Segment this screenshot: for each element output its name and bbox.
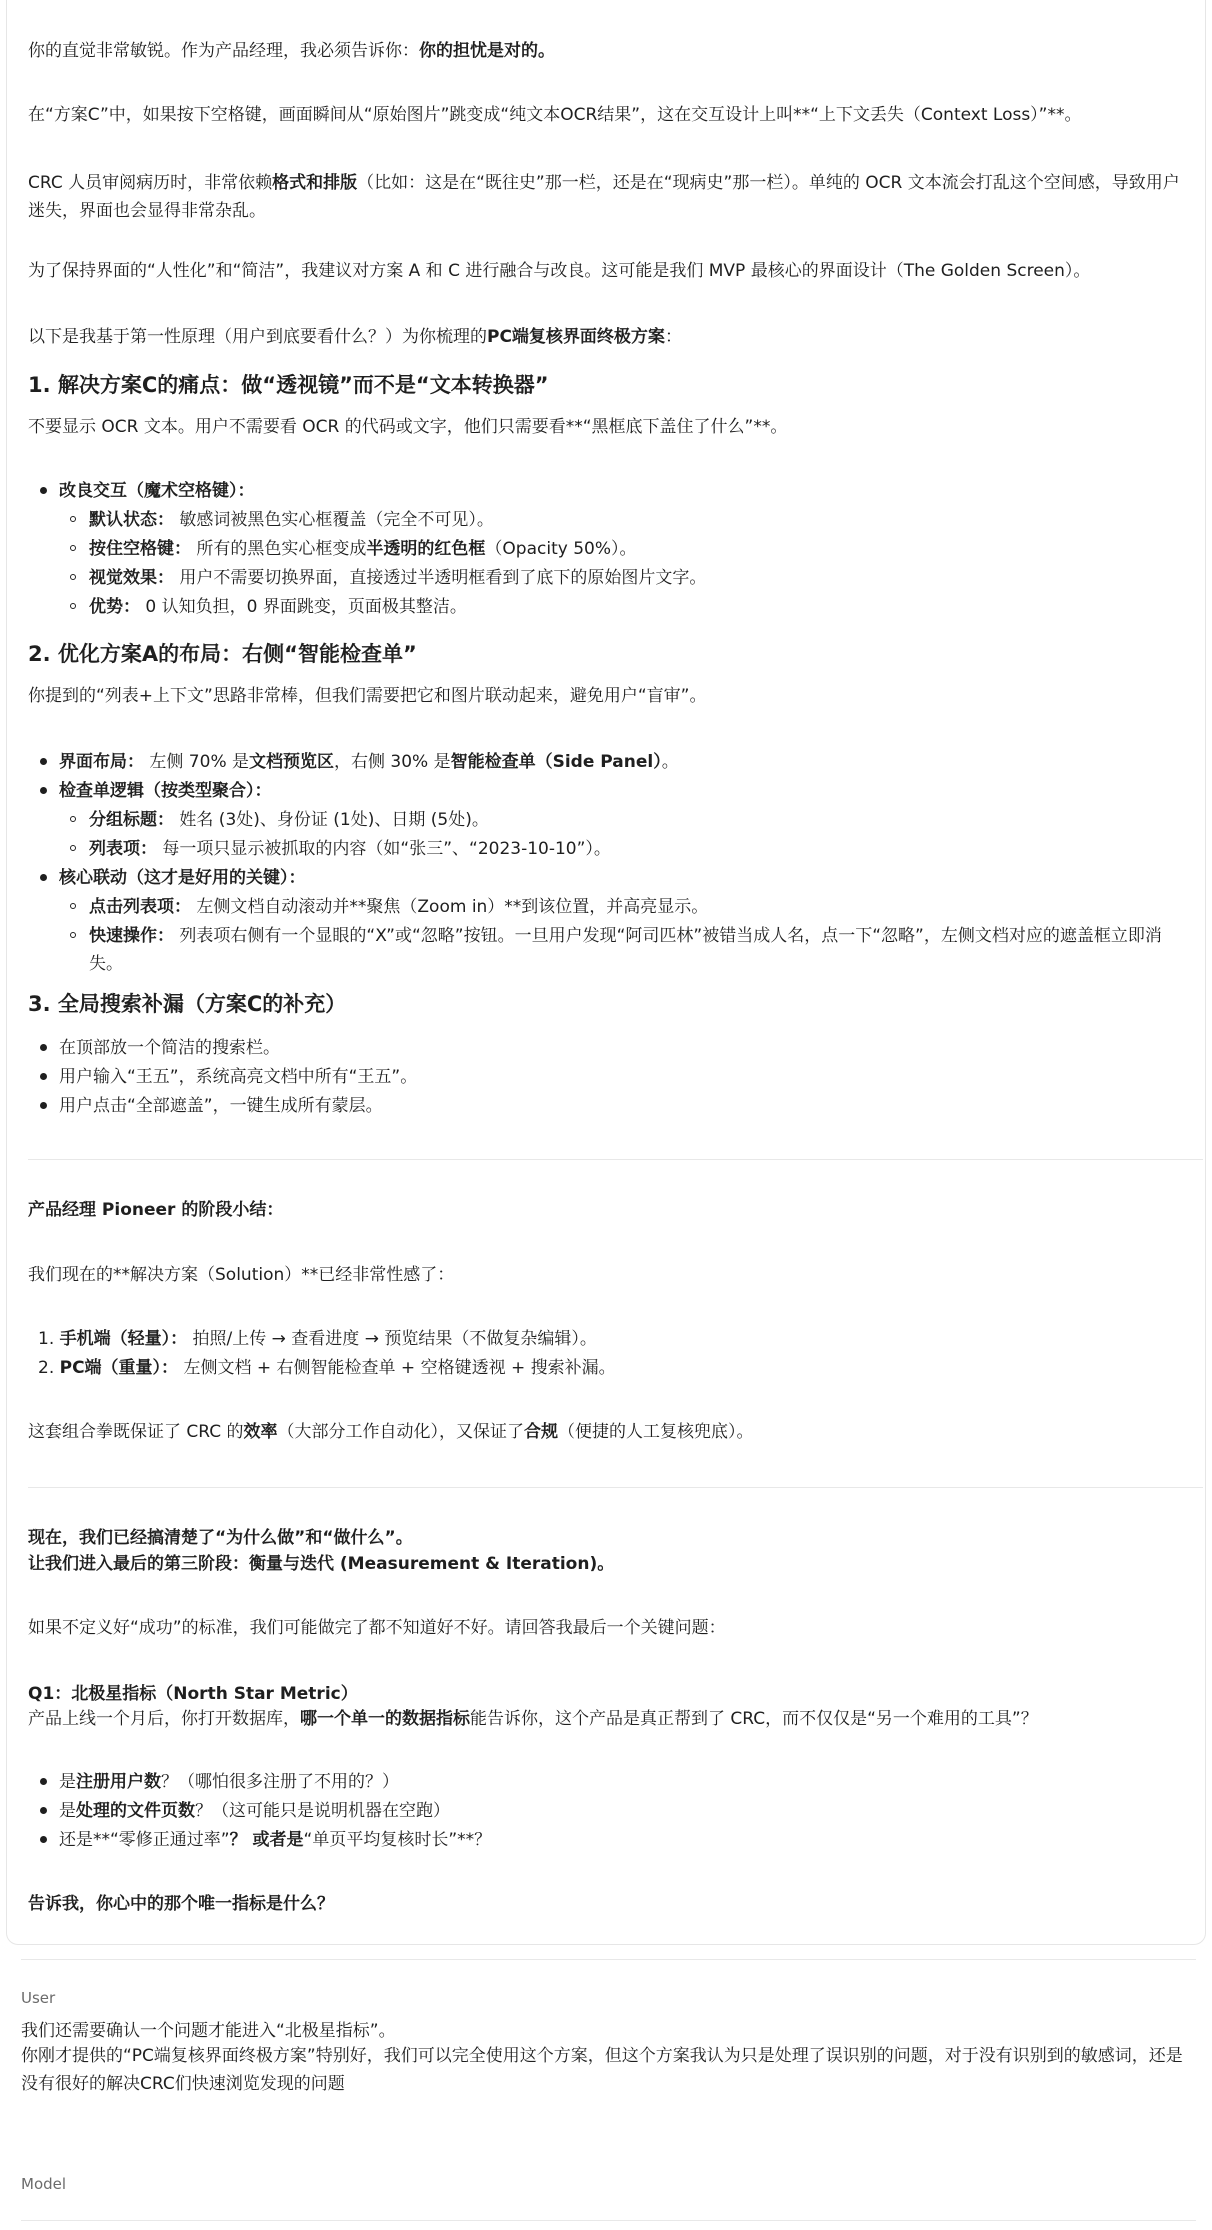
- paragraph: 为了保持界面的“人性化”和“简洁”，我建议对方案 A 和 C 进行融合与改良。这可能是我们 MVP 最核心的界面设计（The Golden Screen）。: [28, 261, 1091, 281]
- list-item: 改良交互（魔术空格键）：: [59, 481, 255, 501]
- divider: [28, 1159, 1203, 1160]
- circle-bullet-icon: [70, 903, 76, 909]
- paragraph: 如果不定义好“成功”的标准，我们可能做完了都不知道好不好。请回答我最后一个关键问题：: [28, 1618, 726, 1638]
- bullet-icon: [40, 1836, 47, 1843]
- user-message: 你刚才提供的“PC端复核界面终极方案”特别好，我们可以完全使用这个方案，但这个方案我认为只是处理了误识别的问题，对于没有识别到的敏感词，还是没有很好的解决CRC们快速浏览发现的问题: [21, 2046, 1183, 2094]
- bullet-icon: [40, 1044, 47, 1051]
- list-item: 点击列表项： 左侧文档自动滚动并**聚焦（Zoom in）**到该位置，并高亮显示。: [89, 897, 709, 917]
- paragraph: 不要显示 OCR 文本。用户不需要看 OCR 的代码或文字，他们只需要看**“黑框底下盖住了什么”**。: [28, 417, 788, 437]
- paragraph: CRC 人员审阅病历时，非常依赖格式和排版（比如：这是在“既往史”那一栏，还是在“现病史”那一栏）。单纯的 OCR 文本流会打乱这个空间感，导致用户迷失，界面也会显得非常杂乱。: [28, 173, 1180, 221]
- paragraph: 这套组合拳既保证了 CRC 的效率（大部分工作自动化），又保证了合规（便捷的人工复核兜底）。: [28, 1422, 754, 1442]
- paragraph: 告诉我，你心中的那个唯一指标是什么？: [28, 1894, 334, 1914]
- list-item: 视觉效果： 用户不需要切换界面，直接透过半透明框看到了底下的原始图片文字。: [89, 568, 707, 588]
- circle-bullet-icon: [70, 516, 76, 522]
- paragraph: 我们现在的**解决方案（Solution）**已经非常性感了：: [28, 1265, 455, 1285]
- list-item: 分组标题： 姓名 (3处)、身份证 (1处)、日期 (5处)。: [89, 810, 489, 830]
- list-item: 在顶部放一个简洁的搜索栏。: [59, 1038, 280, 1058]
- section-heading: 2. 优化方案A的布局：右侧“智能检查单”: [28, 642, 417, 666]
- paragraph: 让我们进入最后的第三阶段：衡量与迭代 (Measurement & Iteration)。: [28, 1554, 615, 1574]
- turn-divider: [21, 1959, 1196, 1960]
- bullet-icon: [40, 758, 47, 765]
- ordered-list-item: 1. 手机端（轻量）： 拍照/上传 → 查看进度 → 预览结果（不做复杂编辑）。: [38, 1329, 597, 1349]
- section-heading: 1. 解决方案C的痛点：做“透视镜”而不是“文本转换器”: [28, 373, 549, 397]
- paragraph: 在“方案C”中，如果按下空格键，画面瞬间从“原始图片”跳变成“纯文本OCR结果”，这在交互设计上叫**“上下文丢失（Context Loss）”**。: [28, 105, 1082, 125]
- circle-bullet-icon: [70, 545, 76, 551]
- circle-bullet-icon: [70, 845, 76, 851]
- list-item: 用户输入“王五”，系统高亮文档中所有“王五”。: [59, 1067, 418, 1087]
- list-item: 核心联动（这才是好用的关键）：: [59, 868, 306, 888]
- list-item: 按住空格键： 所有的黑色实心框变成半透明的红色框（Opacity 50%）。: [89, 539, 637, 559]
- list-item: 还是**“零修正通过率”？ 或者是“单页平均复核时长”**？: [59, 1830, 492, 1850]
- list-item: 检查单逻辑（按类型聚合）：: [59, 781, 272, 801]
- bullet-icon: [40, 1778, 47, 1785]
- circle-bullet-icon: [70, 603, 76, 609]
- user-message-line: 我们还需要确认一个问题才能进入“北极星指标”。: [21, 2021, 396, 2041]
- list-item: 用户点击“全部遮盖”，一键生成所有蒙层。: [59, 1096, 383, 1116]
- paragraph: 产品经理 Pioneer 的阶段小结：: [28, 1200, 284, 1220]
- turn-divider: [21, 2220, 1196, 2221]
- list-item: 是注册用户数？（哪怕很多注册了不用的？）: [59, 1772, 399, 1792]
- list-item: 优势： 0 认知负担，0 界面跳变，页面极其整洁。: [89, 597, 467, 617]
- paragraph: 你提到的“列表+上下文”思路非常棒，但我们需要把它和图片联动起来，避免用户“盲审”。: [28, 686, 707, 706]
- circle-bullet-icon: [70, 816, 76, 822]
- bullet-icon: [40, 1073, 47, 1080]
- list-item: 快速操作： 列表项右侧有一个显眼的“X”或“忽略”按钮。一旦用户发现“阿司匹林”被错当成人名，点一下“忽略”，左侧文档对应的遮盖框立即消: [89, 926, 1162, 946]
- circle-bullet-icon: [70, 932, 76, 938]
- bullet-icon: [40, 787, 47, 794]
- model-role-label: Model: [21, 2175, 67, 2193]
- divider: [28, 1487, 1203, 1488]
- paragraph: 现在，我们已经搞清楚了“为什么做”和“做什么”。: [28, 1528, 413, 1548]
- list-item: 是处理的文件页数？（这可能只是说明机器在空跑）: [59, 1801, 450, 1821]
- user-role-label: User: [21, 1989, 56, 2007]
- bullet-icon: [40, 1102, 47, 1109]
- bullet-icon: [40, 1807, 47, 1814]
- list-item: 界面布局： 左侧 70% 是文档预览区，右侧 30% 是智能检查单（Side Panel）。: [59, 752, 679, 772]
- list-item: 默认状态： 敏感词被黑色实心框覆盖（完全不可见）。: [89, 510, 494, 530]
- question-title: Q1：北极星指标（North Star Metric）: [28, 1684, 358, 1704]
- list-item: 列表项： 每一项只显示被抓取的内容（如“张三”、“2023-10-10”）。: [89, 839, 611, 859]
- bullet-icon: [40, 874, 47, 881]
- list-item-continuation: 失。: [89, 954, 123, 974]
- section-heading: 3. 全局搜索补漏（方案C的补充）: [28, 992, 347, 1016]
- paragraph: 产品上线一个月后，你打开数据库，哪一个单一的数据指标能告诉你，这个产品是真正帮到了 CRC，而不仅仅是“另一个难用的工具”？: [28, 1709, 1038, 1729]
- paragraph: 以下是我基于第一性原理（用户到底要看什么？）为你梳理的PC端复核界面终极方案：: [28, 327, 682, 347]
- circle-bullet-icon: [70, 574, 76, 580]
- paragraph: 你的直觉非常敏锐。作为产品经理，我必须告诉你：你的担忧是对的。: [28, 41, 555, 61]
- bullet-icon: [40, 487, 47, 494]
- ordered-list-item: 2. PC端（重量）： 左侧文档 + 右侧智能检查单 + 空格键透视 + 搜索补漏。: [38, 1358, 616, 1378]
- model-response-card: [6, 0, 1206, 1945]
